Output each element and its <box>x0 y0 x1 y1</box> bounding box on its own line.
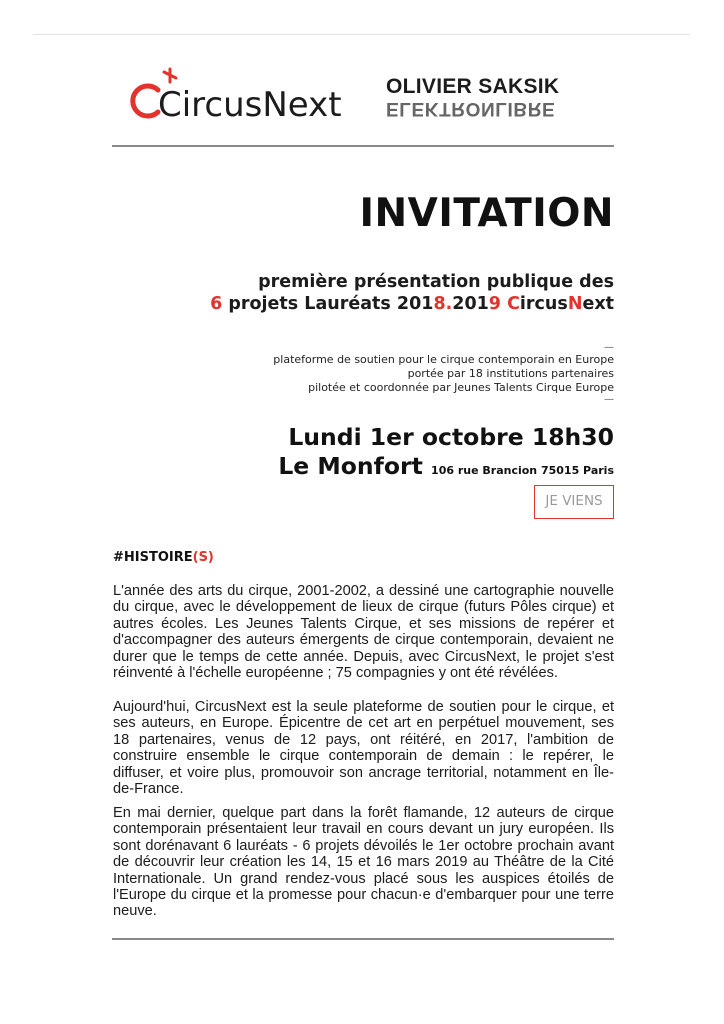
logo-bar <box>112 66 614 126</box>
venue-address: 106 rue Brancion 75015 Paris <box>431 464 614 477</box>
info-line-3: pilotée et coordonnée par Jeunes Talents Cirque Europe <box>308 381 614 394</box>
history-paragraph-2: Aujourd'hui, CircusNext est la seule plateforme de soutien pour le cirque, et ses auteurs, en Europe. Épicentre de cet art en perpétuel mouvement, ses 18 partenaires, venus de 12 pays, ont réitéré, en 2017, l'ambition de construire ensemble le cirque contemporain de demain : le repérer, le diffuser, et voire plus, promouvoir son ancrage territorial, notamment en Île-de-France. <box>113 699 614 798</box>
info-line-1: plateforme de soutien pour le cirque contemporain en Europe <box>273 353 614 366</box>
history-paragraph-3: En mai dernier, quelque part dans la forêt flamande, 12 auteurs de cirque contemporain présentaient leur travail en cours devant un jury européen. Ils sont dorénavant 6 lauréats - 6 projets dévoilés le 1er octobre prochain avant de découvrir leur création les 14, 15 et 16 mars 2019 au Théâtre de la Cité Internationale. Un grand rendez-vous placé sous les auspices étoilés de l'Europe du cirque et la promesse pour chacun·e d'embarquer pour une terre neuve. <box>113 805 614 920</box>
top-divider <box>33 34 690 35</box>
subtitle-line-1: première présentation publique des <box>258 272 614 292</box>
venue-name: Le Monfort <box>278 452 423 480</box>
event-date: Lundi 1er octobre 18h30 <box>288 423 614 451</box>
platform-info <box>273 343 614 405</box>
subtitle-line-2: 6 projets Lauréats 2018.2019 CircusNext <box>210 294 614 314</box>
footer-divider <box>112 938 614 940</box>
info-dash-bottom: — <box>604 394 614 405</box>
info-dash-top: — <box>604 342 614 353</box>
info-line-2: portée par 18 institutions partenaires <box>407 367 614 380</box>
circusnext-logo-text: CircusNext <box>158 85 342 124</box>
saksik-logo-bottom: ELEKTRONLIBRE <box>386 98 556 119</box>
history-paragraph-1: L'année des arts du cirque, 2001-2002, a dessiné une cartographie nouvelle du cirque, avec le développement de lieux de cirque (futurs Pôles cirque) et autres écoles. Les Jeunes Talents Cirque, et ses missions de repérer et d'accompagner des auteurs émergents de cirque contemporain, devaient ne durer que le temps de cette année. Depuis, avec CircusNext, le projet s'est réinventé à l'échelle européenne ; 75 compagnies y ont été révélées. <box>113 583 614 682</box>
rsvp-button[interactable]: JE VIENS <box>534 485 614 519</box>
section-heading: #HISTOIRE(S) <box>113 550 214 565</box>
page-title: INVITATION <box>359 191 614 236</box>
header-divider <box>112 145 614 147</box>
saksik-logo-top: OLIVIER SAKSIK <box>386 75 560 98</box>
event-venue <box>278 452 614 480</box>
circusnext-logo <box>118 66 350 124</box>
subtitle <box>210 271 614 315</box>
olivier-saksik-logo <box>386 76 610 118</box>
